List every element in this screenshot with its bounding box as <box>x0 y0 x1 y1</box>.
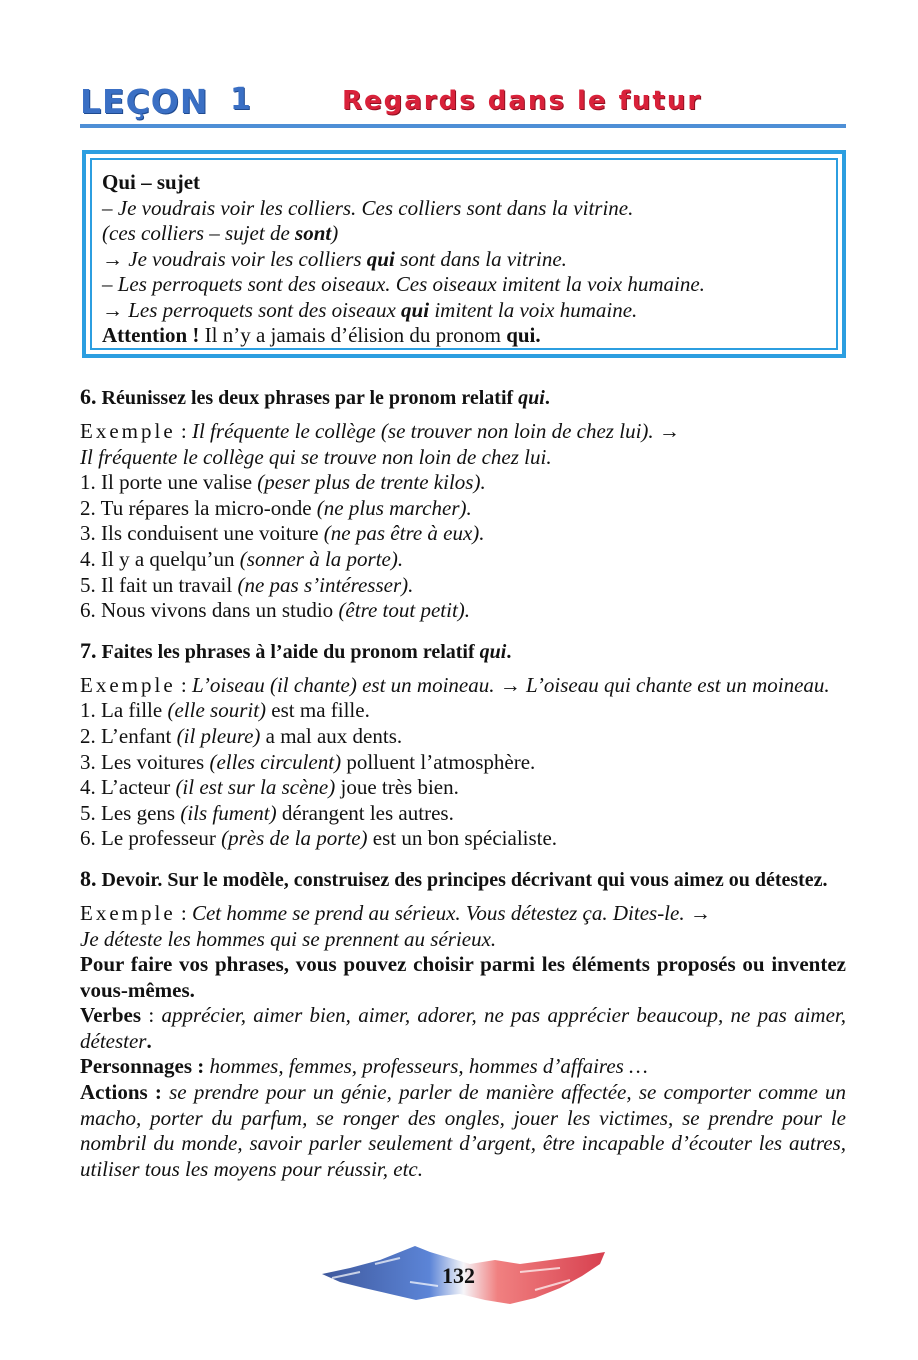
item-hint: (il pleure) <box>176 723 261 748</box>
exercise-item <box>80 521 846 547</box>
exercise-item <box>80 573 846 599</box>
exercise-item <box>80 750 846 776</box>
item-hint: (ne pas s’intéresser). <box>237 572 414 597</box>
exercise-6-title-qui: qui <box>518 387 545 409</box>
item-hint: (ne pas être à eux). <box>323 521 485 546</box>
exercise-8 <box>80 866 846 1183</box>
item-text: 5. Il fait un travail <box>80 572 238 597</box>
item-hint: (près de la porte) <box>221 826 368 851</box>
rule-line-3a: → Je voudrais voir les colliers <box>102 246 367 271</box>
exercise-item <box>80 826 846 852</box>
item-text: 1. La fille <box>80 698 168 723</box>
item-text: 2. L’enfant <box>80 723 177 748</box>
actions-text: se prendre pour un génie, parler de manière affectée, se comporter comme un macho, porter du parfum, se ronger des ongles, jouer les victimes, se prendre pour le nombril du monde, savoir parler seulement d’argent, être incapable d’écouter les autres, utiliser tous les moyens pour réussir, etc. <box>80 1080 846 1181</box>
rule-attention-label: Attention ! <box>102 323 200 347</box>
rule-line-3b: qui <box>366 246 395 271</box>
exercise-item <box>80 724 846 750</box>
item-text: dérangent les autres. <box>276 800 454 825</box>
example-answer: Je déteste les hommes qui se prennent au sérieux. <box>80 926 497 951</box>
exercise-8-title <box>80 866 846 893</box>
example-label: Exemple <box>80 900 176 925</box>
personnages-text: hommes, femmes, professeurs, hommes d’affaires … <box>204 1054 648 1079</box>
item-text: 3. Les voitures <box>80 749 210 774</box>
grammar-rule-box <box>82 150 846 358</box>
exercise-7-title-end: . <box>506 640 512 663</box>
exercise-6-number: 6. <box>80 384 97 409</box>
exercise-item <box>80 547 846 573</box>
exercise-6-example <box>80 419 846 445</box>
verbes-text: apprécier, aimer bien, aimer, adorer, ne pas apprécier beaucoup, ne pas aimer, détester <box>80 1003 846 1053</box>
exercise-7-items <box>80 698 846 852</box>
exercise-6-title-text: Réunissez les deux phrases par le pronom relatif <box>96 387 519 409</box>
rule-line-2b: sont <box>295 221 332 245</box>
item-text: 4. Il y a quelqu’un <box>80 546 240 571</box>
rule-attention-qui: qui. <box>506 323 541 347</box>
verbes-label: Verbes <box>80 1003 142 1028</box>
item-hint: (ils fument) <box>180 800 277 825</box>
actions-label: Actions : <box>80 1080 162 1105</box>
exercise-item <box>80 698 846 724</box>
item-text: est ma fille. <box>266 698 370 723</box>
exercise-8-instruction: Pour faire vos phrases, vous pouvez choisir parmi les éléments proposés ou inventez vous-mêmes. <box>80 952 846 1002</box>
item-text: 6. Le professeur <box>80 826 222 851</box>
rule-line-2c: ) <box>331 221 339 245</box>
item-hint: (ne plus marcher). <box>316 495 472 520</box>
item-text: 1. Il porte une valise <box>80 470 258 495</box>
item-hint: (il est sur la scène) <box>175 775 336 800</box>
item-text: polluent l’atmosphère. <box>341 749 536 774</box>
item-hint: (peser plus de trente kilos). <box>257 470 486 495</box>
actions-line <box>80 1080 846 1182</box>
lesson-label: LEÇON <box>80 82 209 121</box>
item-text: 3. Ils conduisent une voiture <box>80 521 324 546</box>
item-text: 5. Les gens <box>80 800 181 825</box>
item-text: est un bon spécialiste. <box>367 826 558 851</box>
item-text: a mal aux dents. <box>260 723 403 748</box>
rule-line-2a: (ces colliers – sujet de <box>102 221 296 245</box>
exercise-7-title <box>80 638 846 665</box>
item-text: 2. Tu répares la micro-onde <box>80 495 317 520</box>
personnages-line <box>80 1054 846 1080</box>
page-number: 132 <box>442 1263 475 1288</box>
item-text: joue très bien. <box>335 775 459 800</box>
rule-line-1: – Je voudrais voir les colliers. Ces colliers sont dans la vitrine. <box>102 195 634 220</box>
example-separator: : <box>175 419 192 443</box>
item-hint: (elle sourit) <box>167 698 267 723</box>
item-text: 6. Nous vivons dans un studio <box>80 598 339 623</box>
exercise-7 <box>80 638 846 852</box>
rule-heading: Qui – sujet <box>102 170 201 194</box>
example-separator: : <box>175 900 192 925</box>
rule-line-5a: → Les perroquets sont des oiseaux <box>102 297 402 322</box>
example-label: Exemple <box>80 419 176 443</box>
example-text: Il fréquente le collège (se trouver non loin de chez lui). → <box>191 419 680 443</box>
lesson-header <box>80 82 846 122</box>
example-answer: Il fréquente le collège qui se trouve non loin de chez lui. <box>80 444 552 469</box>
exercise-6-items <box>80 470 846 624</box>
verbes-separator: : <box>141 1003 162 1028</box>
rule-line-5c: imitent la voix humaine. <box>429 297 638 322</box>
rule-attention-text: Il n’y a jamais d’élision du pronom <box>199 323 507 347</box>
item-hint: (elles circulent) <box>209 749 342 774</box>
verbes-end: . <box>146 1028 152 1053</box>
exercise-6-title-end: . <box>544 387 550 409</box>
exercise-8-example <box>80 901 846 927</box>
exercise-item <box>80 470 846 496</box>
exercise-7-number: 7. <box>80 637 97 663</box>
example-separator: : <box>175 672 192 697</box>
exercise-8-title-text: Devoir. Sur le modèle, construisez des principes décrivant qui vous aimez ou détestez. <box>96 868 828 891</box>
exercise-6-title <box>80 384 846 411</box>
rule-line-3c: sont dans la vitrine. <box>394 246 567 271</box>
rule-line-5b: qui <box>401 297 430 322</box>
personnages-label: Personnages : <box>80 1054 205 1079</box>
lesson-number: 1 <box>230 82 251 117</box>
exercise-7-example <box>80 673 846 699</box>
item-hint: (sonner à la porte). <box>239 546 404 571</box>
example-label: Exemple <box>80 672 176 697</box>
exercise-6 <box>80 384 846 624</box>
grammar-rule-content <box>90 158 838 350</box>
header-divider <box>80 124 846 128</box>
exercise-item <box>80 775 846 801</box>
item-hint: (être tout petit). <box>338 598 471 623</box>
exercise-8-number: 8. <box>80 865 97 891</box>
exercise-item <box>80 496 846 522</box>
rule-line-4: – Les perroquets sont des oiseaux. Ces oiseaux imitent la voix humaine. <box>102 272 705 296</box>
exercise-item <box>80 801 846 827</box>
exercise-7-title-text: Faites les phrases à l’aide du pronom relatif <box>96 640 480 663</box>
exercises <box>80 384 846 1196</box>
example-text: Cet homme se prend au sérieux. Vous détestez ça. Dites-le. → <box>191 900 711 925</box>
item-text: 4. L’acteur <box>80 775 176 800</box>
example-text: L’oiseau (il chante) est un moineau. → L’oiseau qui chante est un moineau. <box>191 672 830 697</box>
lesson-title: Regards dans le futur <box>342 86 703 116</box>
verbes-line <box>80 1003 846 1054</box>
exercise-7-title-qui: qui <box>479 640 507 663</box>
exercise-item <box>80 598 846 624</box>
